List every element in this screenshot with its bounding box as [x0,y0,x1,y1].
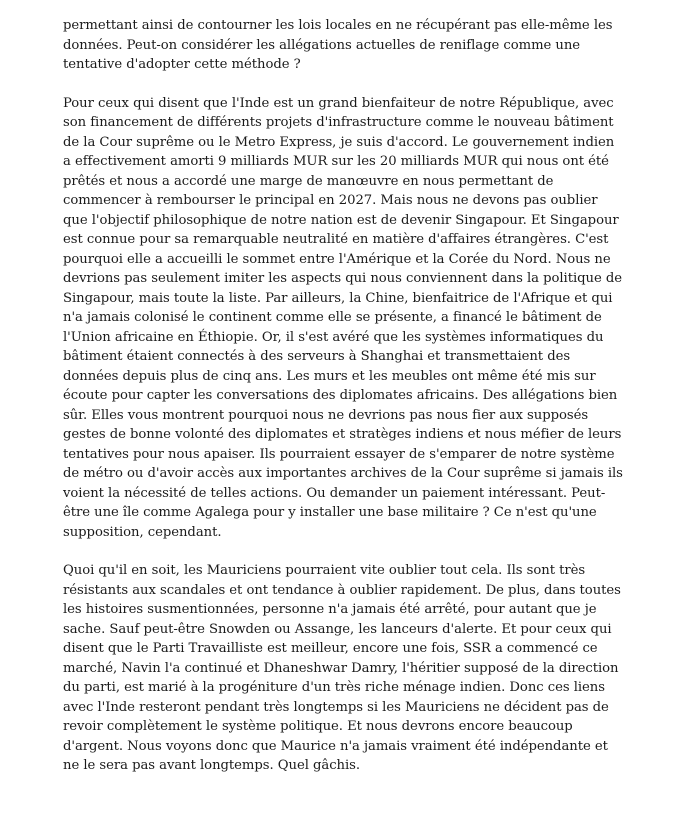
paragraph-2: Pour ceux qui disent que l'Inde est un grand bienfaiteur de notre République, avec son financement de différents projets d'infrastructure comme le nouveau bâtiment de la Cour suprême ou le Metro Express, je suis d'accord. Le gouvernement indien a effectivement amorti 9 milliards MUR sur les 20 milliards MUR qui nous ont été prêtés et nous a accordé une marge de manœuvre en nous permettant de commencer à rembourser le principal en 2027. Mais nous ne devons pas oublier que l'objectif philosophique de notre nation est de devenir Singapour. Et Singapour est connue pour sa remarquable neutralité en matière d'affaires étrangères. C'est pourquoi elle a accueilli le sommet entre l'Amérique et la Corée du Nord. Nous ne devrions pas seulement imiter les aspects qui nous conviennent dans la politique de Singapour, mais toute la liste. Par ailleurs, la Chine, bienfaitrice de l'Afrique et qui n'a jamais colonisé le continent comme elle se présente, a financé le bâtiment de l'Union africaine en Éthiopie. Or, il s'est avéré que les systèmes informatiques du bâtiment étaient connectés à des serveurs à Shanghai et transmettaient des données depuis plus de cinq ans. Les murs et les meubles ont même été mis sur écoute pour capter les conversations des diplomates africains. Des allégations bien sûr. Elles vous montrent pourquoi nous ne devrions pas nous fier aux supposés gestes de bonne volonté des diplomates et stratèges indiens et nous méfier de leurs tentatives pour nous apaiser. Ils pourraient essayer de s'emparer de notre système de métro ou d'avoir accès aux importantes archives de la Cour suprême si jamais ils voient la nécessité de telles actions. Ou demander un paiement intéressant. Peut-être une île comme Agalega pour y installer une base militaire ? Ce n'est qu'une supposition, cependant. [63,95,623,540]
paragraph-1: permettant ainsi de contourner les lois locales en ne récupérant pas elle-même les données. Peut-on considérer les allégations actuelles de reniflage comme une tentative d'adopter cette méthode ? [63,18,613,72]
paragraph-3: Quoi qu'il en soit, les Mauriciens pourraient vite oublier tout cela. Ils sont très résistants aux scandales et ont tendance à oublier rapidement. De plus, dans toutes les histoires susmentionnées, personne n'a jamais été arrêté, pour autant que je sache. Sauf peut-être Snowden ou Assange, les lanceurs d'alerte. Et pour ceux qui disent que le Parti Travailliste est meilleur, encore une fois, SSR a commencé ce marché, Navin l'a continué et Dhaneshwar Damry, l'héritier supposé de la direction du parti, est marié à la progéniture d'un très riche ménage indien. Donc ces liens avec l'Inde resteront pendant très longtemps si les Mauriciens ne décident pas de revoir complètement le système politique. Et nous devrons encore beaucoup d'argent. Nous voyons donc que Maurice n'a jamais vraiment été indépendante et ne le sera pas avant longtemps. Quel gâchis. [63,563,621,773]
document-page [63,16,623,795]
